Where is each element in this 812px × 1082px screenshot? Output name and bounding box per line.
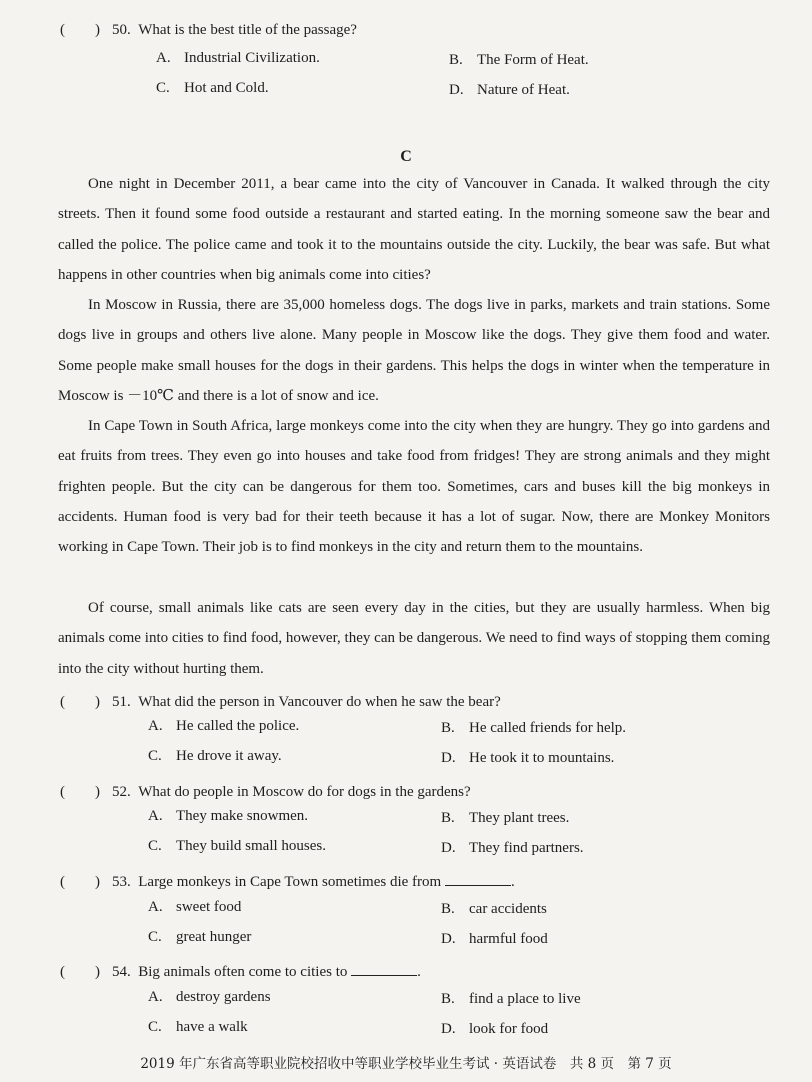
answer-paren: ( ) [60, 964, 100, 980]
question-stem: What is the best title of the passage? [138, 22, 357, 38]
option-d: D. Nature of Heat. [449, 82, 570, 98]
option-d: D. They find partners. [441, 840, 584, 856]
option-b: B. find a place to live [441, 991, 581, 1007]
answer-paren: ( ) [60, 694, 100, 710]
passage-paragraph-2: In Moscow in Russia, there are 35,000 homeless dogs. The dogs live in parks, markets and train stations. Some dogs live in groups and others live alone. Many people in Moscow like the dogs. They give them food and water. Some people make small houses for the dogs in their gardens. This helps the dogs in winter when the temperature in Moscow is －10℃ and there is a lot of snow and ice. [58, 297, 770, 404]
question-stem: Big animals often come to cities to [138, 964, 348, 980]
option-b: B. The Form of Heat. [449, 52, 589, 68]
question-54: ( ) 54. Big animals often come to cities to . [60, 960, 421, 981]
answer-paren: ( ) [60, 784, 100, 800]
page-footer: 2019 年广东省高等职业院校招收中等职业学校毕业生考试 · 英语试卷 共 8 页 第 7 页 [140, 1056, 672, 1072]
option-a: A. destroy gardens [148, 989, 271, 1005]
question-number: 51. [112, 694, 131, 710]
question-51 [60, 690, 501, 711]
option-b: B. car accidents [441, 901, 547, 917]
question-number: 50. [112, 22, 131, 38]
question-number: 54. [112, 964, 131, 980]
question-stem: What do people in Moscow do for dogs in the gardens? [138, 784, 471, 800]
question-50 [60, 18, 357, 39]
option-a: A. They make snowmen. [148, 808, 309, 824]
passage-paragraph-4: Of course, small animals like cats are seen every day in the cities, but they are usually harmless. When big animals come into cities to find food, however, they can be dangerous. We need to find ways of stopping them coming into the city without hurting them. [58, 600, 770, 677]
question-number: 53. [112, 874, 131, 890]
option-c: C. Hot and Cold. [156, 80, 269, 96]
answer-paren: ( ) [60, 874, 100, 890]
passage-paragraph-3: In Cape Town in South Africa, large monkeys come into the city when they are hungry. They go into gardens and eat fruits from trees. They even go into houses and take food from fridges! They are strong animals and they might frighten people. But the city can be dangerous for them too. Sometimes, cars and buses kill the big monkeys in accidents. Human food is very bad for their teeth because it has a lot of sugar. Now, there are Monkey Monitors working in Cape Town. Their job is to find monkeys in the city and return them to the mountains. [58, 418, 770, 556]
answer-blank [445, 873, 511, 886]
option-d: D. He took it to mountains. [441, 750, 615, 766]
question-stem: What did the person in Vancouver do when he saw the bear? [138, 694, 501, 710]
question-stem: Large monkeys in Cape Town sometimes die from [138, 874, 442, 890]
answer-paren: ( ) [60, 22, 100, 38]
option-c: C. great hunger [148, 929, 252, 945]
option-c: C. He drove it away. [148, 748, 282, 764]
option-b: B. They plant trees. [441, 810, 570, 826]
option-c: C. They build small houses. [148, 838, 326, 854]
question-52 [60, 780, 471, 801]
option-b: B. He called friends for help. [441, 720, 627, 736]
question-number: 52. [112, 784, 131, 800]
section-title: C [400, 148, 412, 165]
option-a: A. He called the police. [148, 718, 300, 734]
passage-paragraph-1: One night in December 2011, a bear came into the city of Vancouver in Canada. It walked through the city streets. Then it found some food outside a restaurant and started eating. In the morning someone saw the bear and called the police. The police came and took it to the mountains outside the city. Luckily, the bear was safe. But what happens in other countries when big animals come into cities? [58, 176, 770, 283]
answer-blank [351, 963, 417, 976]
option-d: D. harmful food [441, 931, 548, 947]
question-53: ( ) 53. Large monkeys in Cape Town sometimes die from . [60, 870, 515, 891]
option-c: C. have a walk [148, 1019, 248, 1035]
option-d: D. look for food [441, 1021, 549, 1037]
option-a: A. Industrial Civilization. [156, 50, 320, 66]
option-a: A. sweet food [148, 899, 242, 915]
